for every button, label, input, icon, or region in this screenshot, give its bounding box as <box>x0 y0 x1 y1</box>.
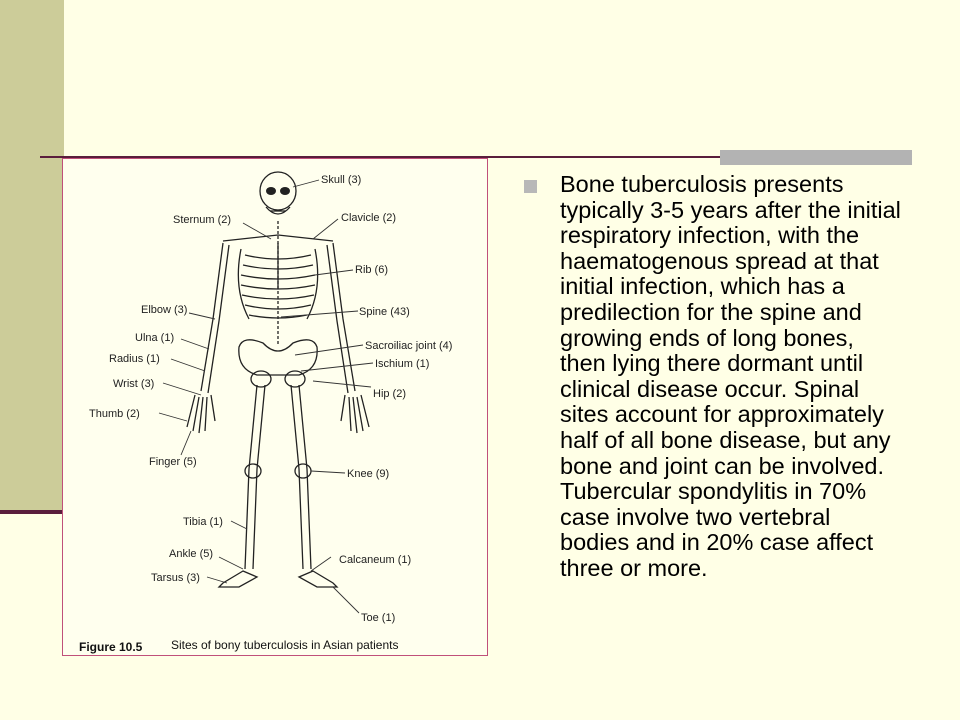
label-thumb: Thumb (2) <box>89 408 140 420</box>
decorative-left-bar <box>0 0 64 512</box>
label-radius: Radius (1) <box>109 353 160 365</box>
label-spine: Spine (43) <box>359 306 410 318</box>
label-rib: Rib (6) <box>355 264 389 276</box>
bullet-marker-icon <box>524 180 537 193</box>
label-wrist: Wrist (3) <box>113 378 155 390</box>
label-knee: Knee (9) <box>347 468 390 480</box>
label-elbow: Elbow (3) <box>141 304 188 316</box>
bullet-text: Bone tuberculosis presents typically 3-5 years after the initial respiratory infection, with the haematogenous spread at that initial infection, which has a predilection for the spine and growing ends of long bones, then lying there dormant until clinical disease occur. Spinal sites account for approximately half of all bone disease, but any bone and joint can be involved. Tubercular spondylitis in 70% case involve two vertebral bodies and in 20% case affect three or more. <box>560 171 901 581</box>
figure-caption-number: Figure 10.5 <box>79 640 143 654</box>
skeleton-legs <box>219 385 337 587</box>
label-toe: Toe (1) <box>361 612 396 624</box>
skeleton-pelvis <box>239 340 317 387</box>
label-sacroiliac: Sacroiliac joint (4) <box>365 340 453 352</box>
label-ischium: Ischium (1) <box>375 358 430 370</box>
label-finger: Finger (5) <box>149 456 197 468</box>
label-clavicle: Clavicle (2) <box>341 212 397 224</box>
label-hip: Hip (2) <box>373 388 407 400</box>
label-tibia: Tibia (1) <box>183 516 223 528</box>
skeleton-figure <box>62 158 488 656</box>
skeleton-skull <box>260 172 296 214</box>
label-ulna: Ulna (1) <box>135 332 175 344</box>
bullet-list <box>524 172 904 582</box>
skeleton-diagram <box>63 159 489 657</box>
label-sternum: Sternum (2) <box>173 214 232 226</box>
label-calcaneum: Calcaneum (1) <box>339 554 412 566</box>
decorative-gray-block <box>720 150 912 165</box>
decorative-left-bar-line <box>0 510 64 514</box>
figure-caption-text: Sites of bony tuberculosis in Asian patients <box>171 638 399 652</box>
label-ankle: Ankle (5) <box>169 548 214 560</box>
label-tarsus: Tarsus (3) <box>151 572 200 584</box>
label-skull: Skull (3) <box>321 174 362 186</box>
